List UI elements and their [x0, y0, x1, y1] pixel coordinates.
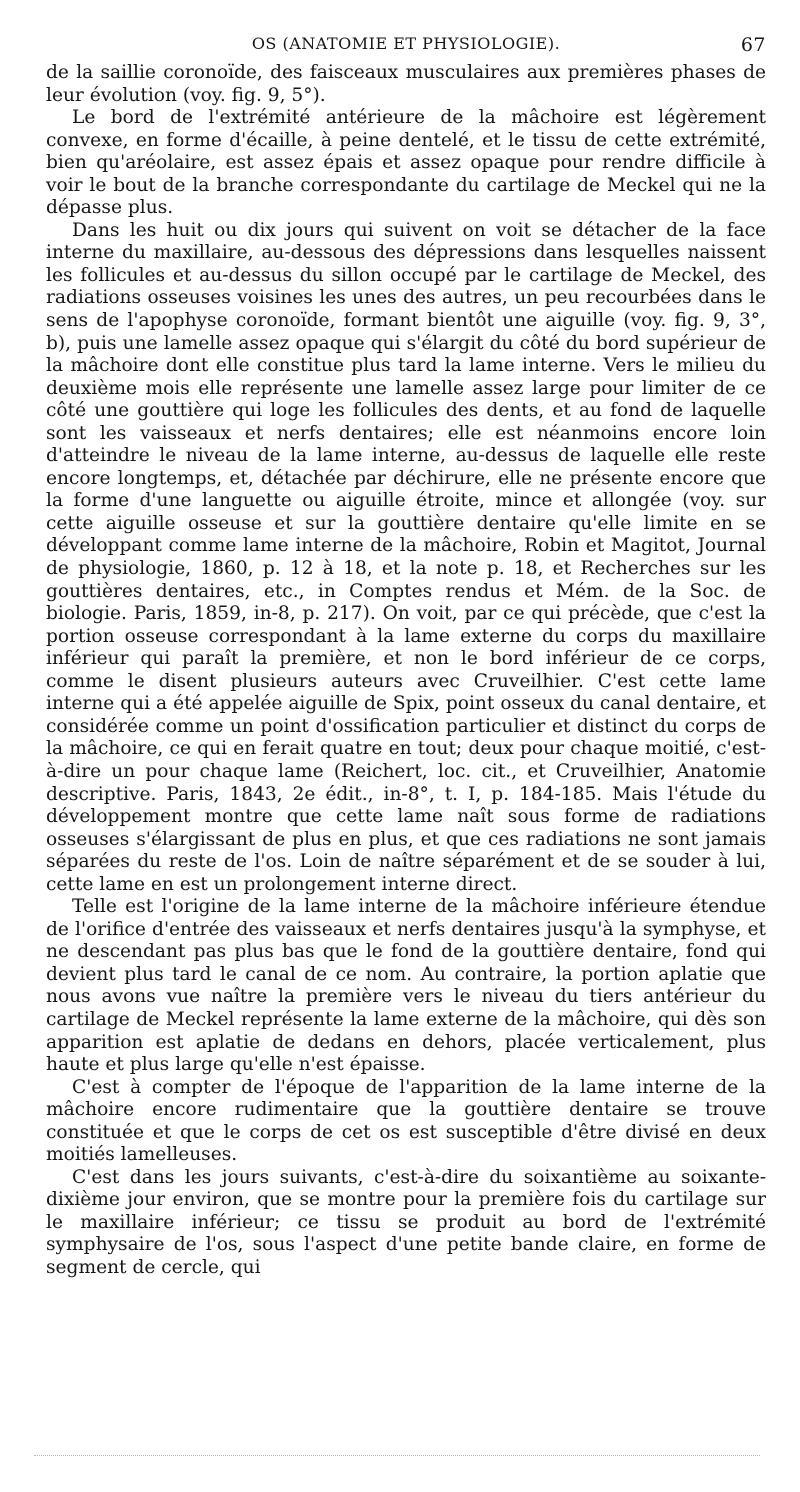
paragraph-2: Le bord de l'extrémité antérieure de la mâchoire est légèrement convexe, en forme d'écaille, à peine dentelé, et le tissu de cette extrémité, bien qu'aréolaire, est assez épais et assez opaque pour rendre difficile à voir le bout de la branche correspondante du cartilage de Meckel qui ne la dépasse plus.: [46, 107, 766, 219]
running-header: [46, 28, 766, 58]
paragraph-4: Telle est l'origine de la lame interne de la mâchoire inférieure étendue de l'orifice d'entrée des vaisseaux et nerfs dentaires jusqu'à la symphyse, et ne descendant pas plus bas que le fond de la gouttière dentaire, fond qui devient plus tard le canal de ce nom. Au contraire, la portion aplatie que nous avons vue naître la première vers le niveau du tiers antérieur du cartilage de Meckel représente la lame externe de la mâchoire, qui dès son apparition est aplatie de dedans en dehors, placée verticalement, plus haute et plus large qu'elle n'est épaisse.: [46, 896, 766, 1076]
page-number: 67: [740, 34, 766, 56]
running-title: OS (ANATOMIE ET PHYSIOLOGIE).: [251, 34, 561, 53]
footer-divider: [34, 1455, 760, 1456]
paragraph-6: C'est dans les jours suivants, c'est-à-dire du soixantième au soixante-dixième jour environ, que se montre pour la première fois du cartilage sur le maxillaire inférieur; ce tissu se produit au bord de l'extrémité symphysaire de l'os, sous l'aspect d'une petite bande claire, en forme de segment de cercle, qui: [46, 1166, 766, 1278]
paragraph-5: C'est à compter de l'époque de l'apparition de la lame interne de la mâchoire encore rudimentaire que la gouttière dentaire se trouve constituée et que le corps de cet os est susceptible d'être divisé en deux moitiés lamelleuses.: [46, 1076, 766, 1166]
body-text: [46, 62, 766, 1280]
paragraph-1: de la saillie coronoïde, des faisceaux musculaires aux premières phases de leur évolution (voy. fig. 9, 5°).: [46, 62, 766, 106]
paragraph-3: Dans les huit ou dix jours qui suivent on voit se détacher de la face interne du maxillaire, au-dessous des dépressions dans lesquelles naissent les follicules et au-dessus du sillon occupé par le cartilage de Meckel, des radiations osseuses voisines les unes des autres, un peu recourbées dans le sens de l'apophyse coronoïde, formant bientôt une aiguille (voy. fig. 9, 3°, b), puis une lamelle assez opaque qui s'élargit du côté du bord supérieur de la mâchoire dont elle constitue plus tard la lame interne. Vers le milieu du deuxième mois elle représente une lamelle assez large pour limiter de ce côté une gouttière qui loge les follicules des dents, et au fond de laquelle sont les vaisseaux et nerfs dentaires; elle est néanmoins encore loin d'atteindre le niveau de la lame interne, au-dessus de laquelle elle reste encore longtemps, et, détachée par déchirure, elle ne présente encore que la forme d'une languette ou aiguille étroite, mince et allongée (voy. sur cette aiguille osseuse et sur la gouttière dentaire qu'elle limite en se développant comme lame interne de la mâchoire, Robin et Magitot, Journal de physiologie, 1860, p. 12 à 18, et la note p. 18, et Recherches sur les gouttières dentaires, etc., in Comptes rendus et Mém. de la Soc. de biologie. Paris, 1859, in-8, p. 217). On voit, par ce qui précède, que c'est la portion osseuse correspondant à la lame externe du corps du maxillaire inférieur qui paraît la première, et non le bord inférieur de ce corps, comme le disent plusieurs auteurs avec Cruveilhier. C'est cette lame interne qui a été appelée aiguille de Spix, point osseux du canal dentaire, et considérée comme un point d'ossification particulier et distinct du corps de la mâchoire, ce qui en ferait quatre en tout; deux pour chaque moitié, c'est-à-dire un pour chaque lame (Reichert, loc. cit., et Cruveilhier, Anatomie descriptive. Paris, 1843, 2e édit., in-8°, t. I, p. 184-185. Mais l'étude du développement montre que cette lame naît sous forme de radiations osseuses s'élargissant de plus en plus, et que ces radiations ne sont jamais séparées du reste de l'os. Loin de naître séparément et de se souder à lui, cette lame en est un prolongement interne direct.: [46, 219, 766, 895]
